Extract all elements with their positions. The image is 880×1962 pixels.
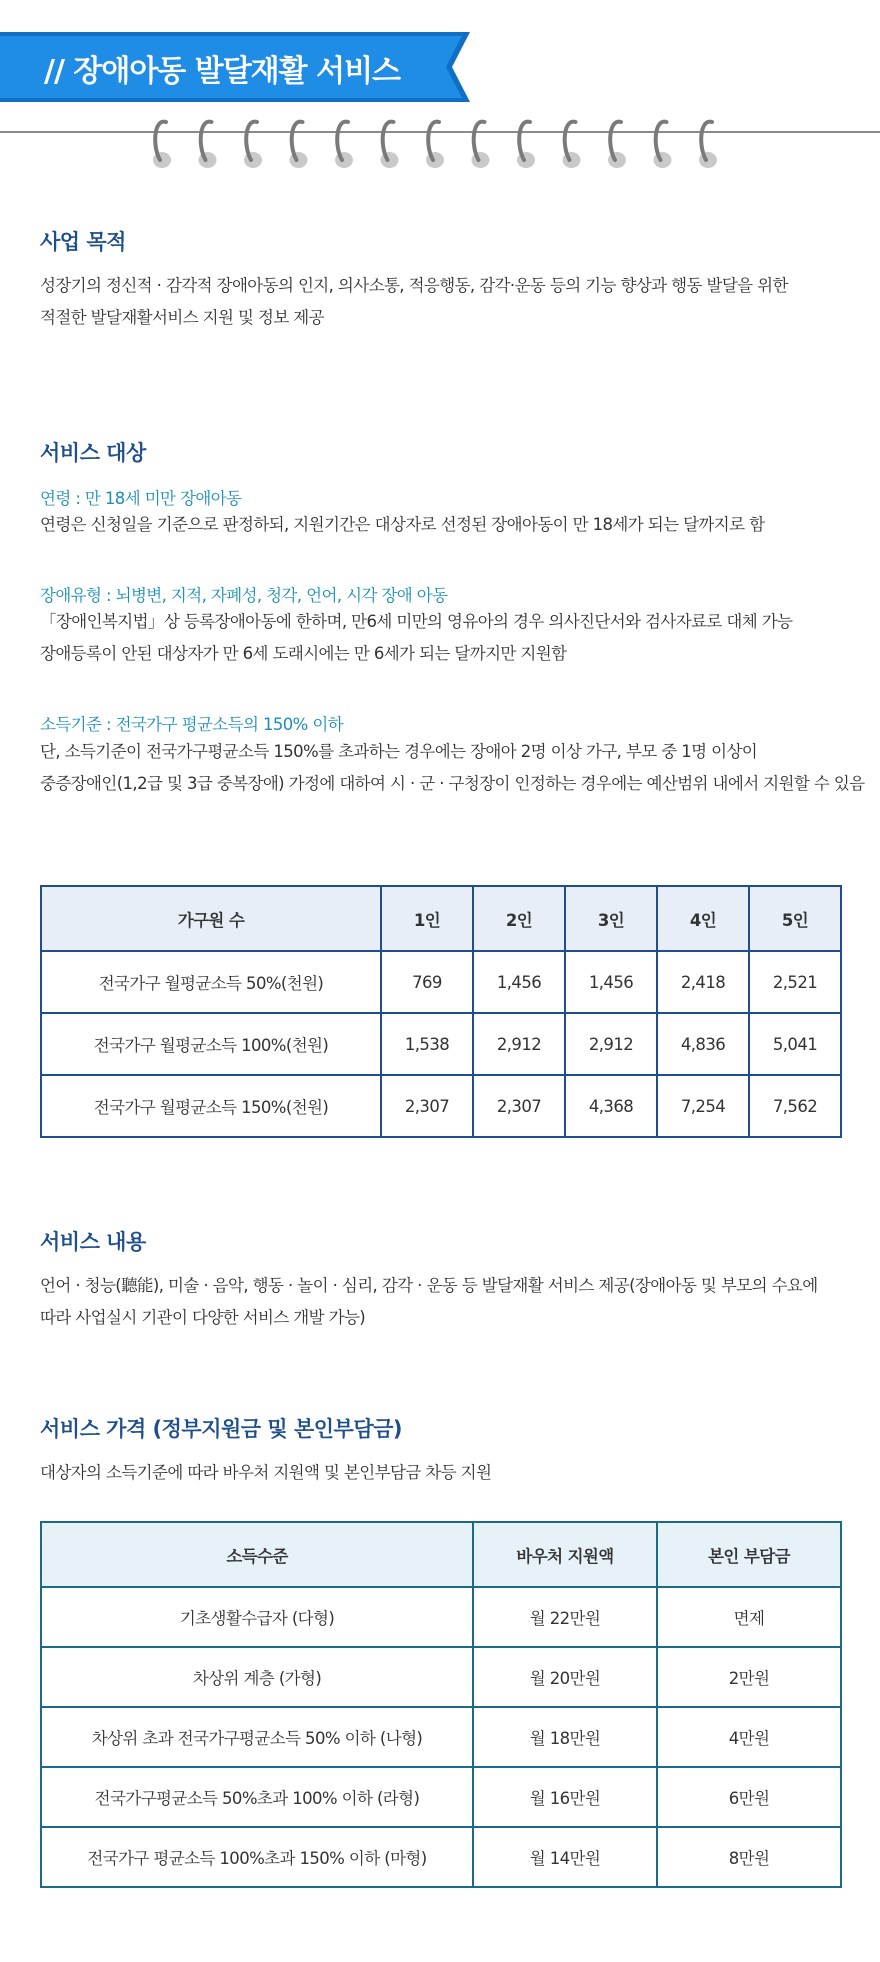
table-cell: 7,562 — [749, 1075, 841, 1137]
table-header-cell: 본인 부담금 — [657, 1522, 841, 1587]
table-cell: 8만원 — [657, 1827, 841, 1887]
target-type-line-1: 「장애인복지법」상 등록장애아동에 한하며, 만6세 미만의 영유아의 경우 의사진단서와 검사자료로 대체 가능 — [40, 612, 793, 631]
table-cell: 기초생활수급자 (다형) — [41, 1587, 473, 1647]
target-income-line-1: 단, 소득기준이 전국가구평균소득 150%를 초과하는 경우에는 장애아 2명 이상 가구, 부모 중 1명 이상이 — [40, 742, 758, 761]
table-cell: 7,254 — [657, 1075, 749, 1137]
table-row — [41, 1767, 841, 1827]
income-table — [40, 885, 842, 1138]
table-row — [41, 1075, 841, 1137]
table-row — [41, 1827, 841, 1887]
table-cell: 전국가구평균소득 50%초과 100% 이하 (라형) — [41, 1767, 473, 1827]
table-cell: 6만원 — [657, 1767, 841, 1827]
purpose-line-1: 성장기의 정신적 · 감각적 장애아동의 인지, 의사소통, 적응행동, 감각·운동 등의 기능 향상과 행동 발달을 위한 — [40, 276, 788, 295]
spiral-binding-rings — [150, 116, 740, 172]
table-row — [41, 1013, 841, 1075]
table-cell: 2,912 — [473, 1013, 565, 1075]
table-header-cell: 가구원 수 — [41, 886, 381, 951]
target-type-label: 장애유형 : 뇌병변, 지적, 자폐성, 청각, 언어, 시각 장애 아동 — [40, 586, 448, 605]
price-line: 대상자의 소득기준에 따라 바우처 지원액 및 본인부담금 차등 지원 — [40, 1463, 492, 1482]
section-title-purpose: 사업 목적 — [40, 230, 126, 254]
target-income-line-2: 중증장애인(1,2급 및 3급 중복장애) 가정에 대하여 시 · 군 · 구청장이 인정하는 경우에는 예산범위 내에서 지원할 수 있음 — [40, 774, 865, 793]
table-cell: 2만원 — [657, 1647, 841, 1707]
table-cell: 2,418 — [657, 951, 749, 1013]
table-cell: 2,521 — [749, 951, 841, 1013]
target-age-line: 연령은 신청일을 기준으로 판정하되, 지원기간은 대상자로 선정된 장애아동이 만 18세가 되는 달까지로 함 — [40, 515, 765, 534]
table-cell: 전국가구 평균소득 100%초과 150% 이하 (마형) — [41, 1827, 473, 1887]
content-line-1: 언어 · 청능(聽能), 미술 · 음악, 행동 · 놀이 · 심리, 감각 · 운동 등 발달재활 서비스 제공(장애아동 및 부모의 수요에 — [40, 1276, 818, 1295]
table-row — [41, 1647, 841, 1707]
header-banner — [0, 32, 470, 102]
table-header-cell: 소득수준 — [41, 1522, 473, 1587]
table-header-cell: 2인 — [473, 886, 565, 951]
table-cell: 4,836 — [657, 1013, 749, 1075]
table-cell: 4만원 — [657, 1707, 841, 1767]
table-row — [41, 1587, 841, 1647]
table-cell: 전국가구 월평균소득 150%(천원) — [41, 1075, 381, 1137]
table-header-cell: 3인 — [565, 886, 657, 951]
section-title-target: 서비스 대상 — [40, 441, 146, 465]
price-table — [40, 1521, 842, 1888]
table-cell: 2,307 — [381, 1075, 473, 1137]
table-cell: 월 16만원 — [473, 1767, 657, 1827]
target-type-line-2: 장애등록이 안된 대상자가 만 6세 도래시에는 만 6세가 되는 달까지만 지원함 — [40, 644, 567, 663]
table-header-cell: 5인 — [749, 886, 841, 951]
purpose-line-2: 적절한 발달재활서비스 지원 및 정보 제공 — [40, 308, 324, 327]
table-cell: 전국가구 월평균소득 100%(천원) — [41, 1013, 381, 1075]
table-cell: 전국가구 월평균소득 50%(천원) — [41, 951, 381, 1013]
table-cell: 면제 — [657, 1587, 841, 1647]
table-header-cell: 바우처 지원액 — [473, 1522, 657, 1587]
page-title: // 장애아동 발달재활 서비스 — [44, 54, 401, 89]
table-row — [41, 1707, 841, 1767]
table-header-cell: 4인 — [657, 886, 749, 951]
table-cell: 월 22만원 — [473, 1587, 657, 1647]
table-header-cell: 1인 — [381, 886, 473, 951]
table-cell: 1,456 — [565, 951, 657, 1013]
table-cell: 차상위 초과 전국가구평균소득 50% 이하 (나형) — [41, 1707, 473, 1767]
target-income-label: 소득기준 : 전국가구 평균소득의 150% 이하 — [40, 715, 344, 734]
section-title-content: 서비스 내용 — [40, 1230, 146, 1254]
table-cell: 4,368 — [565, 1075, 657, 1137]
table-cell: 월 20만원 — [473, 1647, 657, 1707]
table-cell: 769 — [381, 951, 473, 1013]
table-cell: 1,456 — [473, 951, 565, 1013]
table-cell: 2,307 — [473, 1075, 565, 1137]
table-header-row — [41, 886, 841, 951]
section-title-price: 서비스 가격 (정부지원금 및 본인부담금) — [40, 1417, 403, 1441]
content-line-2: 따라 사업실시 기관이 다양한 서비스 개발 가능) — [40, 1308, 366, 1327]
table-cell: 월 18만원 — [473, 1707, 657, 1767]
table-cell: 2,912 — [565, 1013, 657, 1075]
table-cell: 월 14만원 — [473, 1827, 657, 1887]
table-header-row — [41, 1522, 841, 1587]
target-age-label: 연령 : 만 18세 미만 장애아동 — [40, 489, 242, 508]
table-cell: 5,041 — [749, 1013, 841, 1075]
table-row — [41, 951, 841, 1013]
table-cell: 1,538 — [381, 1013, 473, 1075]
table-cell: 차상위 계층 (가형) — [41, 1647, 473, 1707]
